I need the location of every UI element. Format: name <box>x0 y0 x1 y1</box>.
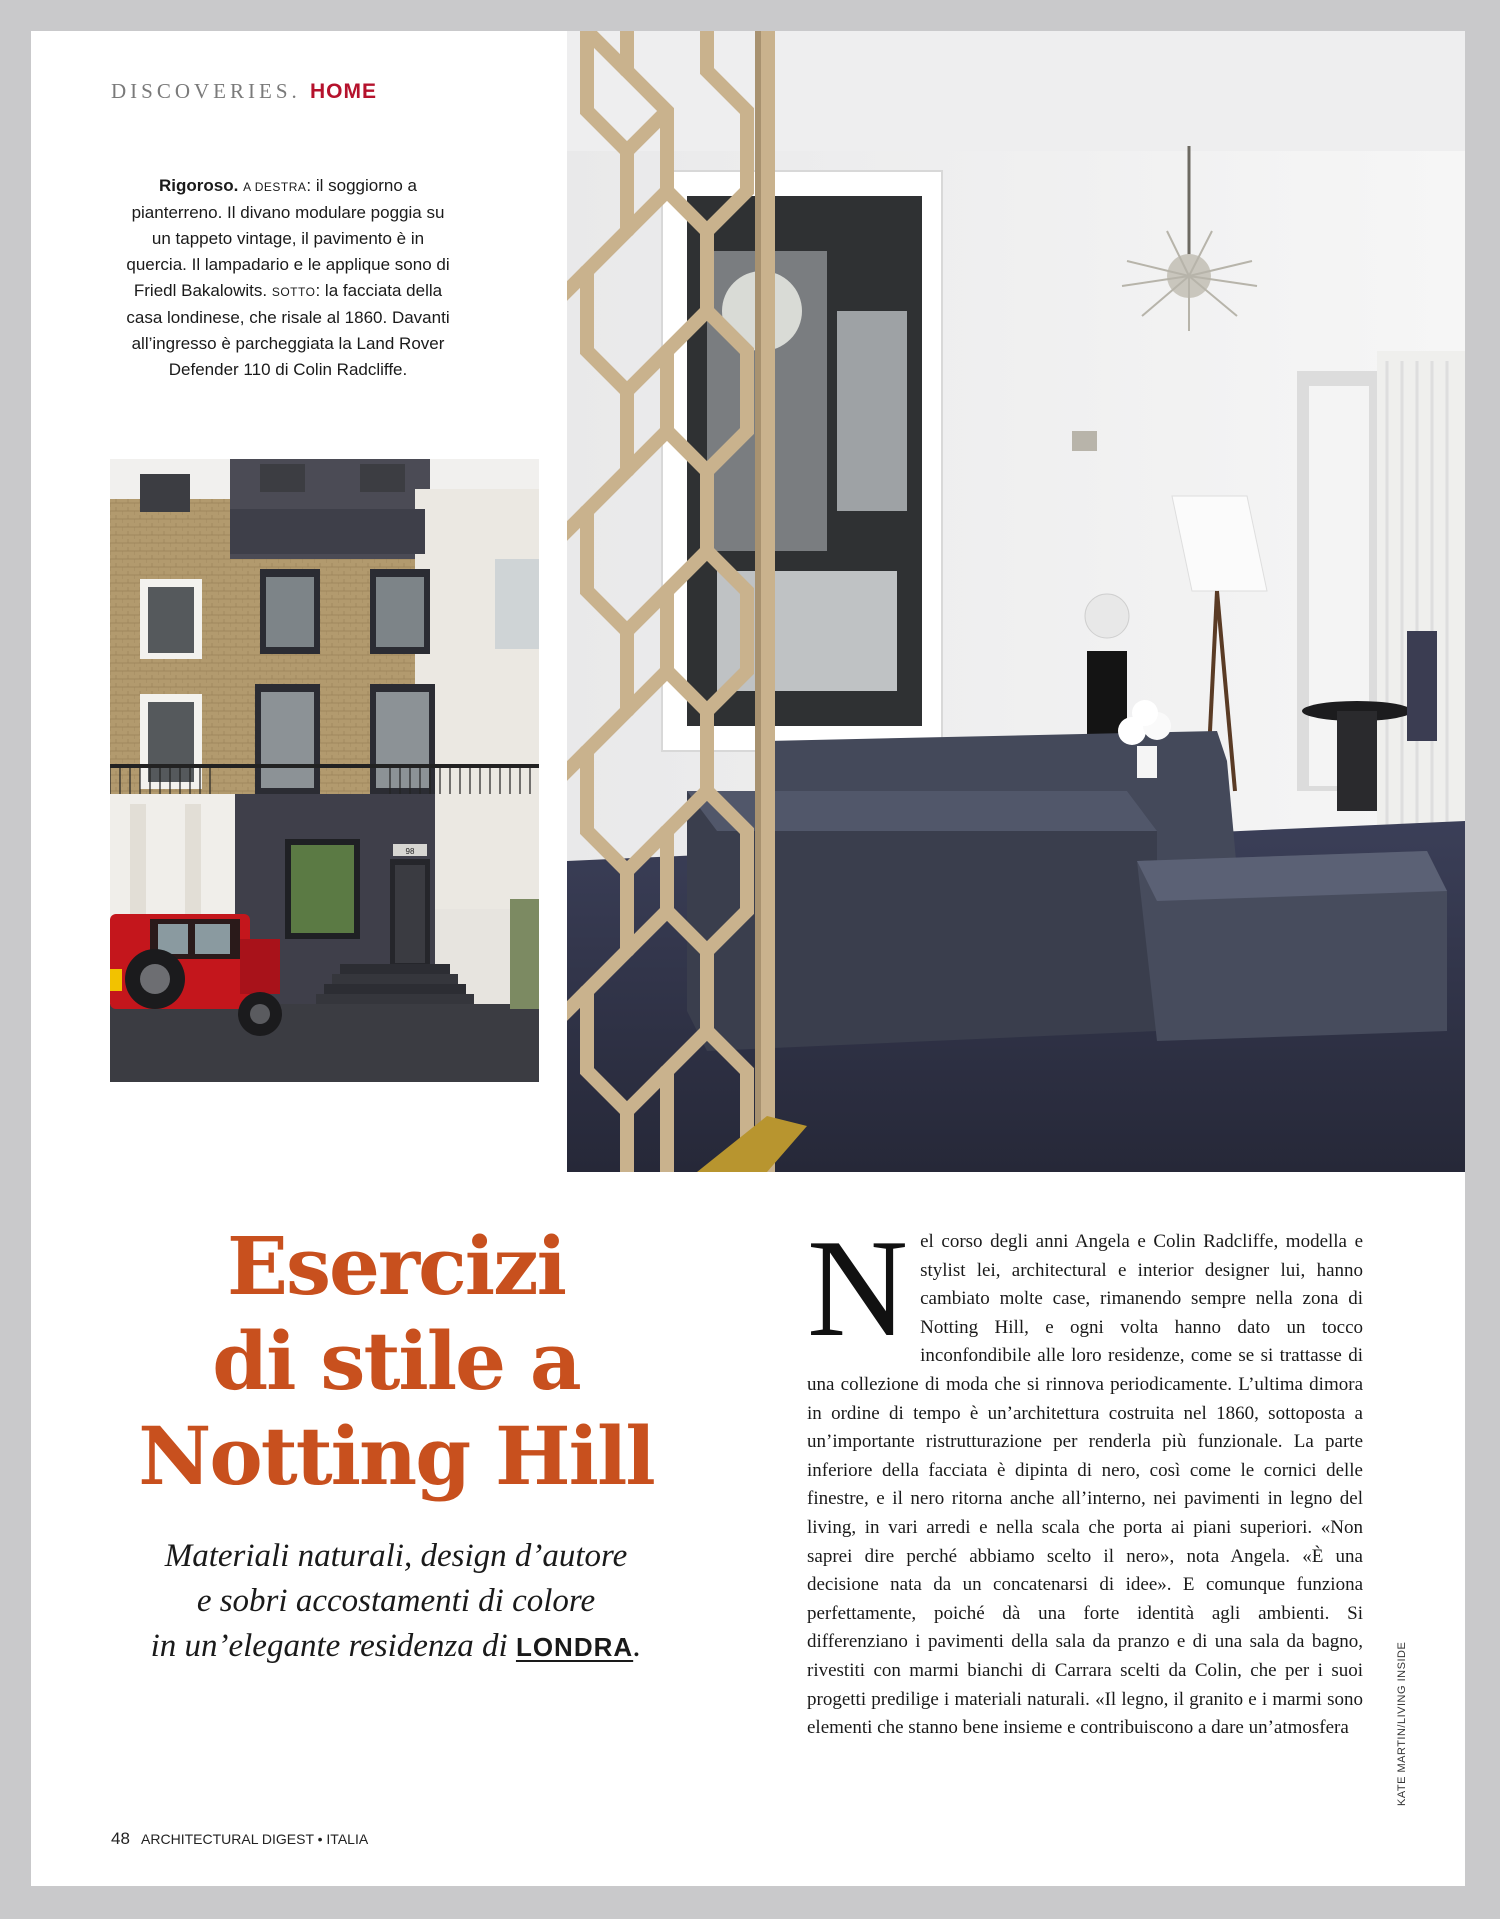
photo-caption <box>121 173 455 383</box>
article-body <box>807 1211 1363 1743</box>
page-footer <box>111 1829 368 1849</box>
page-number: 48 <box>111 1829 130 1848</box>
subtitle-line-2: e sobri accostamenti di colore <box>196 1583 596 1619</box>
section-label <box>111 79 377 104</box>
caption-part1: : il soggiorno a pianterreno. Il divano modulare poggia su un tappeto vintage, il pavimento è in quercia. Il lampadario e le applique sono di Friedl Bakalowits. <box>126 176 450 300</box>
subsection-name: HOME <box>310 80 378 103</box>
subtitle-end: . <box>633 1628 642 1664</box>
subtitle-line-1: Materiali naturali, design d’autore <box>164 1538 628 1574</box>
drop-cap: N <box>807 1211 909 1366</box>
caption-right-label: A DESTRA <box>243 180 307 194</box>
photo-credit <box>1396 1416 1416 1806</box>
title-line-3: Notting Hill <box>138 1409 654 1503</box>
living-room-illustration <box>567 31 1465 1172</box>
publication-name: ARCHITECTURAL DIGEST • ITALIA <box>141 1831 369 1847</box>
magazine-page <box>31 31 1465 1886</box>
house-number: 98 <box>405 847 415 856</box>
caption-part2: : la facciata della casa londinese, che risale al 1860. Davanti all’ingresso è parcheggiata la Land Rover Defender 110 di Colin Radcliffe. <box>126 281 450 379</box>
facade-photo-illustration <box>110 459 539 1082</box>
body-text: el corso degli anni Angela e Colin Radcliffe, modella e stylist lei, architectural e interior designer lui, hanno cambiato molte case, rimanendo sempre nella zona di Notting Hill, e ogni volta hanno dato un tocco inconfondibile alle loro residenze, come se si trattasse di una collezione di moda che si rinnova periodicamente. L’ultima dimora in ordine di tempo è un’architettura costruita nel 1860, sottoposta a un’importante ristrutturazione per renderla più funzionale. La parte inferiore della facciata è dipinta di nero, così come le cornici delle finestre, e il nero ritorna anche all’interno, nei pavimenti in legno del living, in vari arredi e nella scala che porta ai piani superiori. «Non saprei dire perché abbiamo scelto il nero», nota Angela. «È una decisione nata da un concatenarsi di idee». E comunque funziona perfettamente, poiché dà una forte identità agli ambienti. Si differenziano i pavimenti della sala da pranzo e di una sala da bagno, rivestiti con marmi bianchi di Carrara scelti da Colin, che per i suoi progetti predilige i materiali naturali. «Il legno, il granito e i marmi sono elementi che stanno bene insieme e contribuiscono a dare un’atmosfera <box>807 1231 1363 1739</box>
facade-photo <box>110 459 539 1082</box>
title-line-2: di stile a <box>212 1314 580 1408</box>
photo-credit-text: KATE MARTIN/LIVING INSIDE <box>1396 1641 1408 1806</box>
section-name: DISCOVERIES. <box>111 79 301 103</box>
subtitle-city: LONDRA <box>515 1632 634 1662</box>
caption-below-label: SOTTO <box>271 285 316 299</box>
caption-lead: Rigoroso. <box>158 176 239 195</box>
article-subtitle <box>101 1534 691 1670</box>
title-line-1: Esercizi <box>227 1219 565 1313</box>
subtitle-line-3: in un’elegante residenza di <box>150 1628 508 1664</box>
living-room-photo <box>567 31 1465 1172</box>
article-title <box>111 1219 681 1504</box>
